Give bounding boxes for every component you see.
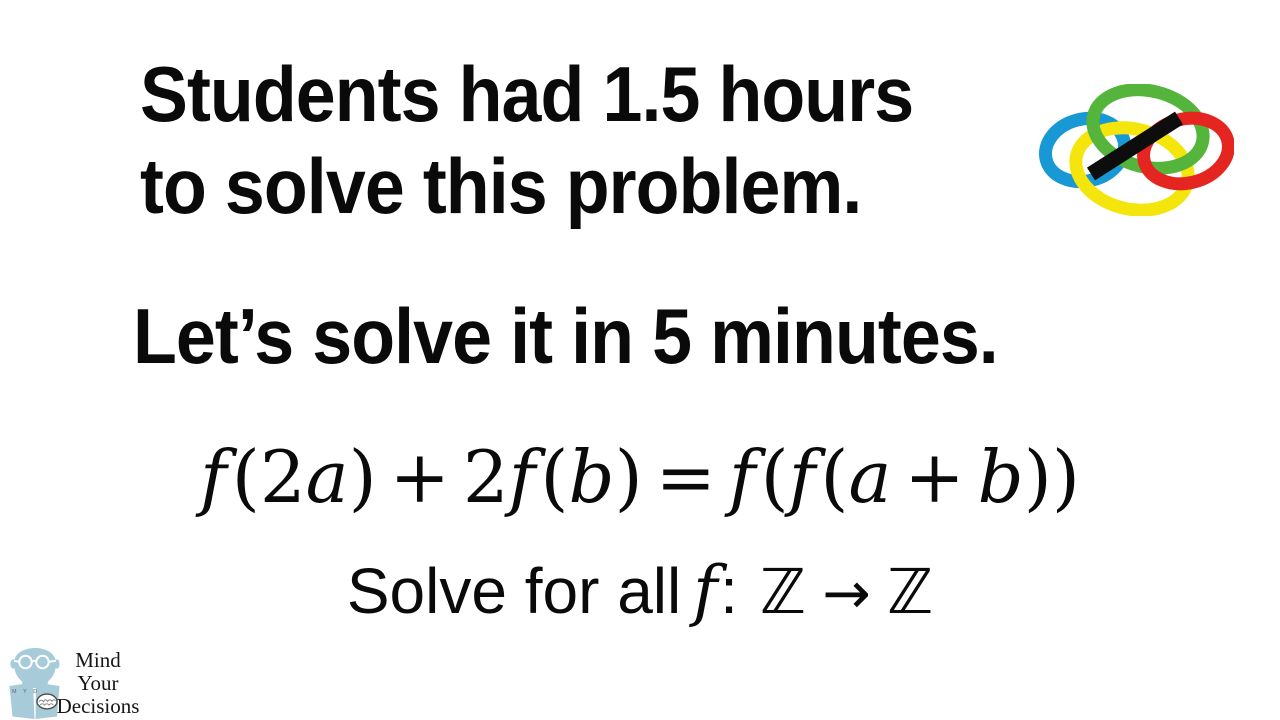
headline-line-1: Students had 1.5 hours [140,50,914,138]
eq-token: f [508,435,536,519]
colon: : [720,555,738,627]
headline-line-2: to solve this problem. [140,142,862,230]
brand-line-decisions: Decisions [56,694,140,718]
eq-token: b [568,435,615,519]
eq-token: ( [820,435,849,519]
eq-token: f [200,435,227,519]
integers-symbol: ℤ [886,555,934,628]
eq-token: ) [614,435,643,519]
eq-token: + [904,435,965,519]
brand-wordmark [50,649,146,718]
eq-token: a [848,435,892,519]
solve-condition [0,552,1280,629]
eq-token: ) [1023,435,1052,519]
mascot-monogram: M Y D [12,689,40,695]
math-equation [0,435,1280,519]
eq-token: a [305,435,349,519]
eq-token: 2 [462,435,509,519]
integers-symbol: ℤ [759,555,806,628]
headline-line-3: Let’s solve it in 5 minutes. [133,292,998,380]
eq-token: ( [540,435,569,519]
mascot-body-left-card [10,683,35,720]
brand-line-mind: Mind [75,648,121,672]
solve-condition-prefix: Solve for all [346,555,682,627]
maps-to-arrow-icon: → [822,559,871,627]
eq-token: = [655,435,716,519]
eq-token: + [389,435,450,519]
eq-token: ) [348,435,377,519]
eq-token: ) [1051,435,1080,519]
eq-token: f [728,435,756,519]
eq-token: ( [231,435,260,519]
brand-logo [0,630,220,720]
eq-token: 2 [259,435,306,519]
eq-token: f [788,435,816,519]
eq-token: b [977,435,1024,519]
imo-olympiad-rings-logo [1036,84,1234,216]
function-symbol: f [693,552,718,629]
brand-line-your: Your [77,671,119,695]
eq-token: ( [760,435,789,519]
